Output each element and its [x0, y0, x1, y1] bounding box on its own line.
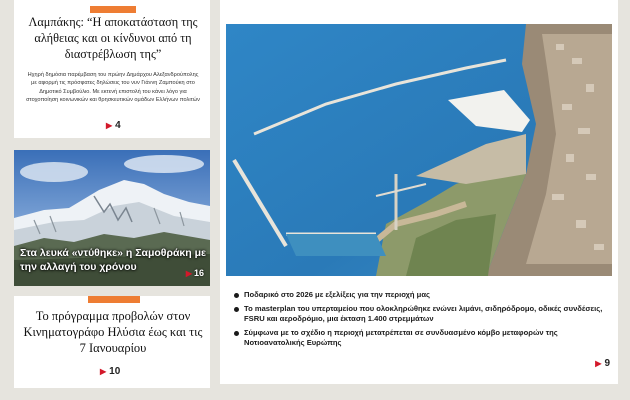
key-point[interactable]: Ποδαρικό στο 2026 με εξελίξεις για την περιοχή μας	[234, 290, 610, 300]
photo-caption[interactable]: Στα λευκά «ντύθηκε» η Σαμοθράκη με την αλλαγή του χρόνου	[20, 247, 207, 273]
triangle-right-icon: ▶	[100, 367, 107, 376]
page-number: 16	[193, 268, 204, 278]
triangle-right-icon: ▶	[106, 121, 113, 130]
story-headline[interactable]: Λαμπάκης: “Η αποκατάσταση της αλήθειας και οι κίνδυνοι από τη διαστρέβλωση της”	[28, 15, 198, 61]
section-tab	[90, 6, 136, 13]
port-aerial-photo	[226, 24, 612, 276]
page-reference[interactable]	[106, 120, 121, 131]
section-tab	[88, 296, 140, 303]
key-point[interactable]: Το masterplan του υπερταμείου που ολοκληρώθηκε ενώνει λιμάνι, σιδηρόδρομο, οδικές συνδέσεις, FSRU και αεροδρόμιο, μια έκταση 1.400 στρεμμάτων	[234, 304, 610, 324]
page-reference[interactable]	[100, 366, 120, 377]
page-number: 4	[115, 120, 121, 131]
main-story-card[interactable]	[220, 0, 618, 384]
triangle-right-icon: ▶	[185, 269, 192, 278]
story-card-lampakis[interactable]	[14, 0, 210, 138]
story-lede: Ηχηρή δημόσια παρέμβαση του πρώην Δημάρχου Αλεξανδρούπολης με αφορμή τις πρόσφατες δηλώσεις του νυν Γιάννη Ζαμπούκη στο Δημοτικό Συμβούλιο. Με εκτενή επιστολή του κάνει λόγο για στοχοποίηση κοινωνικών και θρησκευτικών ομάδων Ελλήνων πολιτών	[26, 72, 200, 104]
key-point[interactable]: Σύμφωνα με το σχέδιο η περιοχή μετατρέπεται σε συνδυασμένο κόμβο μεταφορών της Νοτιοανατολικής Ευρώπης	[234, 328, 610, 348]
page-number: 9	[604, 358, 610, 369]
story-headline[interactable]: Το πρόγραμμα προβολών στον Κινηματογράφο Ηλύσια έως και τις 7 Ιανουαρίου	[23, 309, 203, 355]
page-number: 10	[109, 366, 121, 377]
story-card-samothraki[interactable]	[14, 150, 210, 286]
key-points-list	[234, 290, 610, 352]
triangle-right-icon: ▶	[595, 359, 602, 368]
page-reference[interactable]	[186, 268, 204, 278]
story-card-cinema[interactable]	[14, 296, 210, 388]
page-reference[interactable]	[595, 358, 610, 369]
